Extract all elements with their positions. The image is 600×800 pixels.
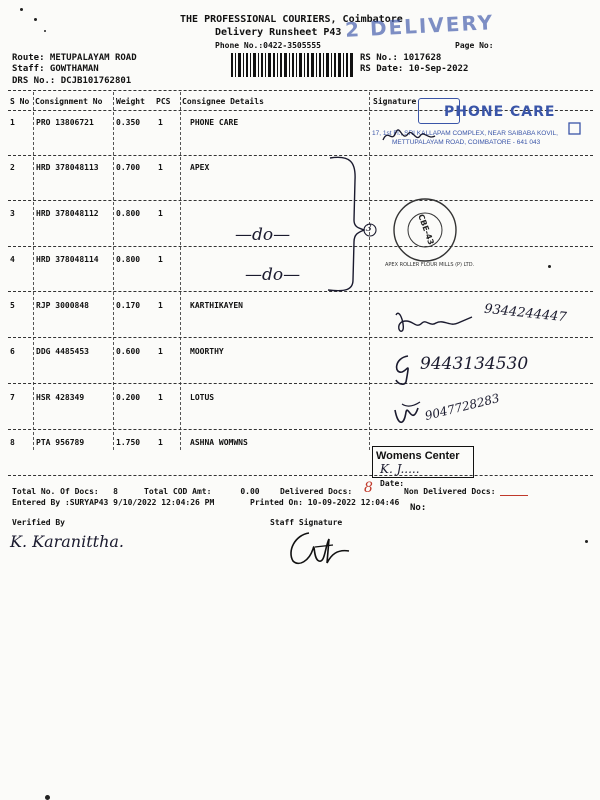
- ditto-mark-row4: —do—: [245, 265, 301, 285]
- row-6-signature: [390, 352, 418, 386]
- row-4-weight: 0.800: [116, 255, 141, 264]
- row-5-consignee: KARTHIKAYEN: [190, 301, 243, 310]
- divider: [8, 475, 593, 476]
- row-2-consignee: APEX: [190, 163, 210, 172]
- row-5-consignment: RJP 3000848: [36, 301, 89, 310]
- phone-care-brand: PHONE CARE: [444, 104, 556, 120]
- row-2-pcs: 1: [158, 163, 163, 172]
- rs-number: RS No.: 1017628: [360, 53, 442, 63]
- col-header-pcs: PCS: [156, 97, 171, 106]
- row-1-weight: 0.350: [116, 118, 141, 127]
- delivery-stamp: 2 DELIVERY: [344, 10, 495, 42]
- row-1-sno: 1: [10, 118, 15, 127]
- scan-speck: [548, 265, 551, 268]
- bracket-count: 3: [366, 224, 372, 234]
- row-7-consignee: LOTUS: [190, 393, 215, 402]
- cod-no-label: No:: [410, 503, 427, 513]
- row-8-consignment: PTA 956789: [36, 438, 85, 447]
- stamp-fragment-icon: [568, 122, 582, 136]
- row-6-pcs: 1: [158, 347, 163, 356]
- total-cod: Total COD Amt: 0.00: [144, 487, 260, 496]
- row-divider: [8, 383, 593, 384]
- row-divider: [8, 291, 593, 292]
- drs-number: DRS No.: DCJB101762801: [12, 76, 132, 86]
- staff-signature: [285, 527, 355, 569]
- divider: [8, 90, 593, 91]
- verifier-signature: K. Karanittha.: [10, 532, 125, 551]
- row-5-sno: 5: [10, 301, 15, 310]
- womens-center-stamp: Womens Center: [376, 450, 460, 462]
- verified-by-label: Verified By: [12, 518, 65, 527]
- barcode: [230, 52, 355, 78]
- row-divider: [8, 200, 593, 201]
- delivered-count: 8: [364, 480, 373, 496]
- row-5-weight: 0.170: [116, 301, 141, 310]
- rs-date: RS Date: 10-Sep-2022: [360, 64, 469, 74]
- staff-label: Staff: GOWTHAMAN: [12, 64, 99, 74]
- column-separator: [180, 92, 181, 450]
- row-8-signature: K. J.....: [380, 462, 420, 476]
- row-7-pcs: 1: [158, 393, 163, 402]
- row-2-weight: 0.700: [116, 163, 141, 172]
- company-name: THE PROFESSIONAL COURIERS, Coimbatore: [180, 14, 403, 25]
- branch-code: P43: [323, 27, 342, 38]
- row-divider: [8, 429, 593, 430]
- non-delivered-blank: [500, 495, 528, 496]
- row-4-sno: 4: [10, 255, 15, 264]
- runsheet-title: [215, 27, 341, 38]
- row-7-sno: 7: [10, 393, 15, 402]
- scan-speck: [34, 18, 37, 21]
- row-1-consignment: PRO 13806721: [36, 118, 94, 127]
- row-5-pcs: 1: [158, 301, 163, 310]
- phone-care-address-1: 17, 1st Fl., SRI KALLAPAM COMPLEX, NEAR SAIBABA KOVIL,: [372, 130, 558, 137]
- seal-ring-text: APEX ROLLER FLOUR MILLS (P) LTD.: [385, 262, 475, 268]
- non-delivered-docs: Non Delivered Docs:: [404, 487, 496, 496]
- ditto-mark-row3: —do—: [235, 225, 291, 245]
- row-4-consignment: HRD 378048114: [36, 255, 99, 264]
- row-3-consignment: HRD 378048112: [36, 209, 99, 218]
- row-divider: [8, 337, 593, 338]
- page-number: Page No:: [455, 41, 494, 50]
- printed-on: Printed On: 10-09-2022 12:04:46: [250, 498, 400, 507]
- seal-center-text: CBE-43: [416, 212, 436, 247]
- row-6-weight: 0.600: [116, 347, 141, 356]
- col-header-consignee: Consignee Details: [182, 97, 264, 106]
- row-7-signature: [392, 400, 424, 430]
- column-separator: [33, 92, 34, 450]
- col-header-sno: S No: [10, 97, 30, 106]
- row-divider: [8, 155, 593, 156]
- row-7-phone: 9047728283: [423, 390, 501, 424]
- col-header-signature: Signature: [373, 97, 417, 106]
- column-separator: [113, 92, 114, 450]
- row-divider: [8, 246, 593, 247]
- row-3-weight: 0.800: [116, 209, 141, 218]
- scan-speck: [45, 795, 50, 800]
- stamp-date-label: Date:: [380, 479, 405, 488]
- row-6-consignment: DDG 4485453: [36, 347, 89, 356]
- scan-speck: [44, 30, 46, 32]
- row-8-weight: 1.750: [116, 438, 141, 447]
- phone-care-address-2: METTUPALAYAM ROAD, COIMBATORE - 641 043: [392, 139, 541, 146]
- row-6-consignee: MOORTHY: [190, 347, 224, 356]
- row-8-pcs: 1: [158, 438, 163, 447]
- runsheet-title-text: Delivery Runsheet: [215, 27, 318, 38]
- row-7-consignment: HSR 428349: [36, 393, 85, 402]
- row-1-consignee: PHONE CARE: [190, 118, 239, 127]
- row-5-phone: 9344244447: [483, 301, 568, 326]
- scan-speck: [20, 8, 23, 11]
- total-docs: Total No. Of Docs: 8: [12, 487, 118, 496]
- col-header-consignment: Consignment No: [35, 97, 103, 106]
- phone-number: Phone No.:0422-3505555: [215, 41, 321, 50]
- row-6-sno: 6: [10, 347, 15, 356]
- row-5-signature: [392, 305, 477, 337]
- col-header-weight: Weight: [116, 97, 145, 106]
- row-2-sno: 2: [10, 163, 15, 172]
- row-2-consignment: HRD 378048113: [36, 163, 99, 172]
- scan-speck: [585, 540, 588, 543]
- entered-by: Entered By :SURYAP43 9/10/2022 12:04:26 PM: [12, 498, 215, 507]
- row-3-pcs: 1: [158, 209, 163, 218]
- route-label: Route: METUPALAYAM ROAD: [12, 53, 137, 63]
- row-6-phone: 9443134530: [420, 354, 529, 374]
- row-1-pcs: 1: [158, 118, 163, 127]
- row-7-weight: 0.200: [116, 393, 141, 402]
- row-1-signature: [380, 122, 440, 150]
- row-8-sno: 8: [10, 438, 15, 447]
- row-4-pcs: 1: [158, 255, 163, 264]
- staff-signature-label: Staff Signature: [270, 518, 343, 527]
- delivered-docs: Delivered Docs:: [280, 487, 353, 496]
- row-3-sno: 3: [10, 209, 15, 218]
- row-8-consignee: ASHNA WOMWNS: [190, 438, 248, 447]
